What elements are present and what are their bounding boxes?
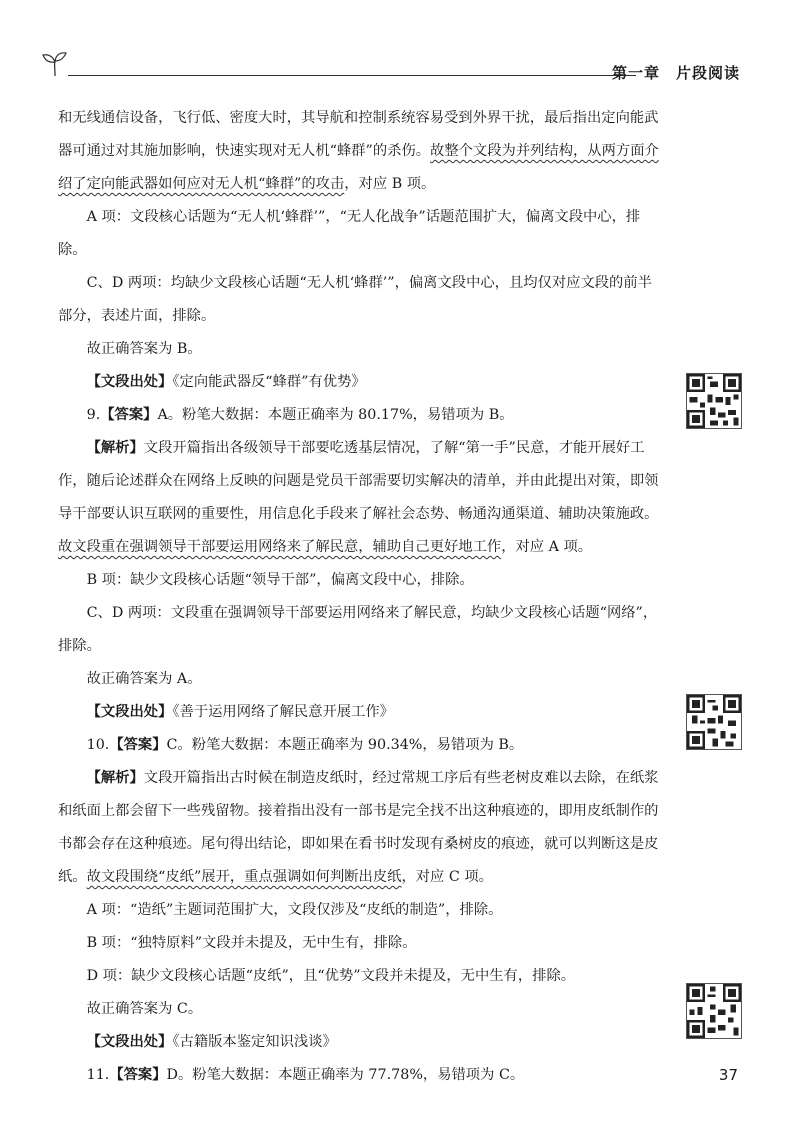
- q9-option-b: B 项：缺少文段核心话题“领导干部”，偏离文段中心，排除。: [86, 572, 474, 588]
- q8-conclusion: 故正确答案为 B。: [86, 341, 202, 357]
- wavy-underline-text: 故文段重在强调领导干部要运用网络来了解民意，辅助自己更好地工作: [58, 539, 502, 555]
- qr-code-icon[interactable]: [686, 373, 742, 429]
- q8-source: 【文段出处】《定向能武器反“蜂群”有优势》: [86, 374, 366, 390]
- header-rule: [68, 75, 636, 76]
- q9-analysis: 【解析】文段开篇指出各级领导干部要吃透基层情况，了解“第一手”民意，才能开展好工作，随后论述群众在网络上反映的问题是党员干部需要切实解决的清单，并由此提出对策，即领导干部要认识互联网的重要性，用信息化手段来了解社会态势、畅通沟通渠道、辅助决策施政。故文段重在强调领导干部要运用网络来了解民意，辅助自己更好地工作，对应 A 项。: [58, 440, 659, 555]
- page-header: [40, 50, 740, 86]
- q10-conclusion: 故正确答案为 C。: [86, 1001, 203, 1017]
- qr-code-icon[interactable]: [686, 694, 742, 750]
- q10-answer: 10.【答案】C。粉笔大数据：本题正确率为 90.34%，易错项为 B。: [86, 737, 524, 753]
- qr-code-icon[interactable]: [686, 983, 742, 1039]
- q8-continuation: 和无线通信设备，飞行低、密度大时，其导航和控制系统容易受到外界干扰，最后指出定向能武器可通过对其施加影响，快速实现对无人机“蜂群”的杀伤。故整个文段为并列结构，从两方面介绍了定向能武器如何应对无人机“蜂群”的攻击，对应 B 项。: [58, 110, 659, 192]
- q8-option-a: A 项：文段核心话题为“无人机‘蜂群’”，“无人化战争”话题范围扩大，偏离文段中心，排除。: [58, 209, 641, 258]
- q10-option-b: B 项：“独特原料”文段并未提及，无中生有，排除。: [86, 935, 417, 951]
- sprout-icon: [40, 50, 70, 80]
- page-body: [58, 102, 664, 1092]
- page-number: 37: [718, 1066, 738, 1084]
- wavy-underline-text: 故文段围绕“皮纸”展开，重点强调如何判断出皮纸: [86, 869, 402, 885]
- q9-conclusion: 故正确答案为 A。: [86, 671, 202, 687]
- q11-answer: 11.【答案】D。粉笔大数据：本题正确率为 77.78%，易错项为 C。: [86, 1067, 525, 1083]
- q10-option-a: A 项：“造纸”主题词范围扩大，文段仅涉及“皮纸的制造”，排除。: [86, 902, 503, 918]
- q10-analysis: 【解析】文段开篇指出古时候在制造皮纸时，经过常规工序后有些老树皮难以去除，在纸浆和纸面上都会留下一些残留物。接着指出没有一部书是完全找不出这种痕迹的，即用皮纸制作的书都会存在这种痕迹。尾句得出结论，即如果在看书时发现有桑树皮的痕迹，就可以判断这是皮纸。故文段围绕“皮纸”展开，重点强调如何判断出皮纸，对应 C 项。: [58, 770, 659, 885]
- wavy-underline-text: 故整个文段为并列结构，从两方面介绍了定向能武器如何应对无人机“蜂群”的攻击: [58, 143, 659, 192]
- q10-option-d: D 项：缺少文段核心话题“皮纸”，且“优势”文段并未提及，无中生有，排除。: [86, 968, 576, 984]
- q9-option-cd: C、D 两项：文段重在强调领导干部要运用网络来了解民意，均缺少文段核心话题“网络”，排除。: [58, 605, 658, 654]
- q9-answer: 9.【答案】A。粉笔大数据：本题正确率为 80.17%，易错项为 B。: [86, 407, 514, 423]
- chapter-title: 第一章 片段阅读: [611, 64, 740, 82]
- q10-source: 【文段出处】《古籍版本鉴定知识浅谈》: [86, 1034, 337, 1050]
- q9-source: 【文段出处】《善于运用网络了解民意开展工作》: [86, 704, 394, 720]
- q8-option-cd: C、D 两项：均缺少文段核心话题“无人机‘蜂群’”，偏离文段中心，且均仅对应文段的前半部分，表述片面，排除。: [58, 275, 652, 324]
